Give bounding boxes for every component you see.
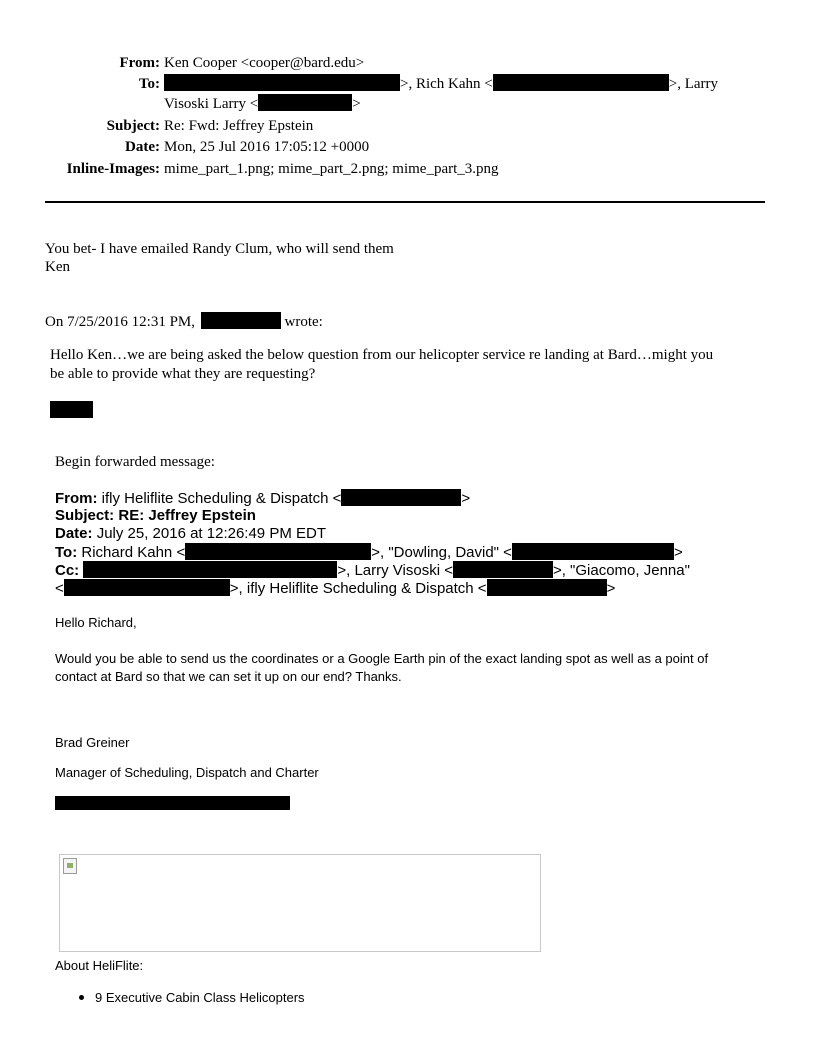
from-value: Ken Cooper <cooper@bard.edu>: [164, 55, 365, 71]
about-heading: About HeliFlite:: [55, 958, 144, 973]
redaction-bar: [341, 489, 461, 506]
fwd-cc-label: Cc:: [55, 562, 80, 579]
fwd-from-label: From:: [55, 490, 98, 507]
list-item: 9 Executive Cabin Class Helicopters: [95, 990, 305, 1005]
redaction-bar: [164, 74, 400, 91]
fwd-subject-value: RE: Jeffrey Epstein: [118, 507, 256, 524]
message-line-2: contact at Bard so that we can set it up on our end? Thanks.: [55, 669, 402, 684]
inline-images-value: mime_part_1.png; mime_part_2.png; mime_part_3.png: [164, 161, 499, 177]
redaction-bar: [453, 561, 553, 578]
fwd-to-label: To:: [55, 544, 78, 561]
begin-forwarded: Begin forwarded message:: [55, 454, 215, 470]
header-divider: [45, 201, 765, 203]
redaction-bar: [512, 543, 674, 560]
fwd-subject-label: Subject:: [55, 507, 115, 524]
to-value-line2: Visoski Larry < >: [164, 96, 361, 112]
reply-signature: Ken: [45, 259, 70, 275]
redaction-bar: [258, 94, 352, 111]
fwd-to-row: To: Richard Kahn < >, "Dowling, David" < >: [55, 544, 683, 561]
fwd-date-row: Date: July 25, 2016 at 12:26:49 PM EDT: [55, 525, 326, 542]
broken-image-placeholder: [59, 854, 541, 952]
message-greeting: Hello Richard,: [55, 615, 137, 630]
redaction-bar: [55, 796, 290, 810]
fwd-cc-row: Cc: >, Larry Visoski < >, "Giacomo, Jenna": [55, 562, 690, 579]
fwd-date-label: Date:: [55, 525, 93, 542]
redaction-bar: [50, 401, 93, 418]
fwd-from-row: From: ifly Heliflite Scheduling & Dispatch < >: [55, 490, 471, 507]
fwd-subject-row: [55, 507, 256, 525]
quoted-line-2: be able to provide what they are requesting?: [50, 366, 316, 382]
reply-line-1: You bet- I have emailed Randy Clum, who will send them: [45, 241, 394, 257]
to-label: To:: [138, 76, 160, 92]
signature-title: Manager of Scheduling, Dispatch and Charter: [55, 765, 319, 780]
redaction-bar: [493, 74, 669, 91]
redaction-bar: [83, 561, 337, 578]
redaction-bar: [487, 579, 607, 596]
quoted-line-1: Hello Ken…we are being asked the below question from our helicopter service re landing at Bard…might you: [50, 347, 714, 363]
fwd-cc-row-cont: < >, ifly Heliflite Scheduling & Dispatch < >: [55, 580, 616, 597]
date-value: Mon, 25 Jul 2016 17:05:12 +0000: [164, 139, 370, 155]
to-value-line1: >, Rich Kahn < >, Larry: [164, 74, 718, 95]
date-label: Date:: [125, 139, 160, 155]
redaction-bar: [201, 312, 281, 329]
subject-value: Re: Fwd: Jeffrey Epstein: [164, 118, 314, 134]
broken-image-icon: [63, 858, 77, 874]
subject-label: Subject:: [106, 118, 160, 134]
redaction-bar: [185, 543, 371, 560]
quote-attribution: On 7/25/2016 12:31 PM, wrote:: [45, 314, 323, 330]
bullet-dot-icon: [79, 995, 84, 1000]
signature-name: Brad Greiner: [55, 735, 130, 750]
inline-images-label: Inline-Images:: [66, 161, 160, 177]
message-line-1: Would you be able to send us the coordinates or a Google Earth pin of the exact landing spot as well as a point of: [55, 651, 709, 666]
from-label: From:: [119, 55, 160, 71]
redaction-bar: [64, 579, 230, 596]
